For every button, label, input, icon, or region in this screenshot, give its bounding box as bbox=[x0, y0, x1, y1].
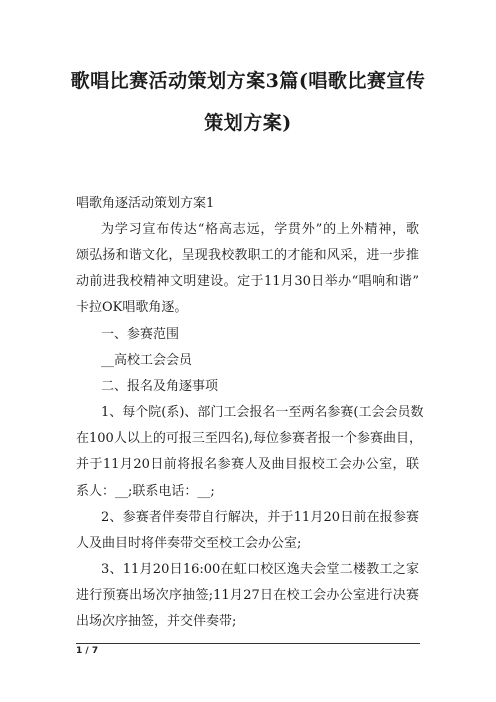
paragraph-line: 3、11月20日16:00在虹口校区逸夫会堂二楼教工之家 bbox=[101, 562, 419, 577]
section-heading: 唱歌角逐活动策划方案1 bbox=[76, 196, 215, 211]
page-indicator: 1 / 7 bbox=[76, 646, 99, 656]
paragraph-line: 1、每个院(系)、部门工会报名一至两名参赛(工会会员数 bbox=[101, 405, 424, 420]
paragraph-line: 系人：__;联系电话：__; bbox=[76, 484, 215, 499]
paragraph-line: __高校工会会员 bbox=[101, 353, 193, 368]
paragraph-line: 在100人以上的可报三至四名),每位参赛者报一个参赛曲目， bbox=[76, 431, 423, 446]
footer-divider bbox=[76, 643, 420, 644]
paragraph-line: 为学习宣布传达“格高志远，学贯外”的上外精神，歌 bbox=[101, 222, 419, 237]
document-title-line-1: 歌唱比赛活动策划方案3篇(唱歌比赛宣传 bbox=[70, 70, 426, 92]
document-title-line-2: 策划方案) bbox=[204, 112, 292, 134]
section-heading: 一、参赛范围 bbox=[101, 327, 180, 342]
paragraph-line: 2、参赛者伴奏带自行解决，并于11月20日前在报参赛 bbox=[101, 510, 419, 525]
paragraph-line: 动前进我校精神文明建设。定于11月30日举办“唱响和谐” bbox=[76, 274, 419, 289]
paragraph-line: 出场次序抽签，并交伴奏带; bbox=[76, 614, 237, 629]
section-heading: 二、报名及角逐事项 bbox=[101, 379, 219, 394]
paragraph-line: 人及曲目时将伴奏带交至校工会办公室; bbox=[76, 536, 302, 551]
paragraph-line: 颂弘扬和谐文化，呈现我校教职工的才能和风采，进一步推 bbox=[76, 248, 419, 263]
paragraph-line: 进行预赛出场次序抽签;11月27日在校工会办公室进行决赛 bbox=[76, 588, 419, 603]
paragraph-line: 卡拉OK唱歌角逐。 bbox=[76, 300, 188, 315]
paragraph-line: 并于11月20日前将报名参赛人及曲目报校工会办公室，联 bbox=[76, 457, 419, 472]
